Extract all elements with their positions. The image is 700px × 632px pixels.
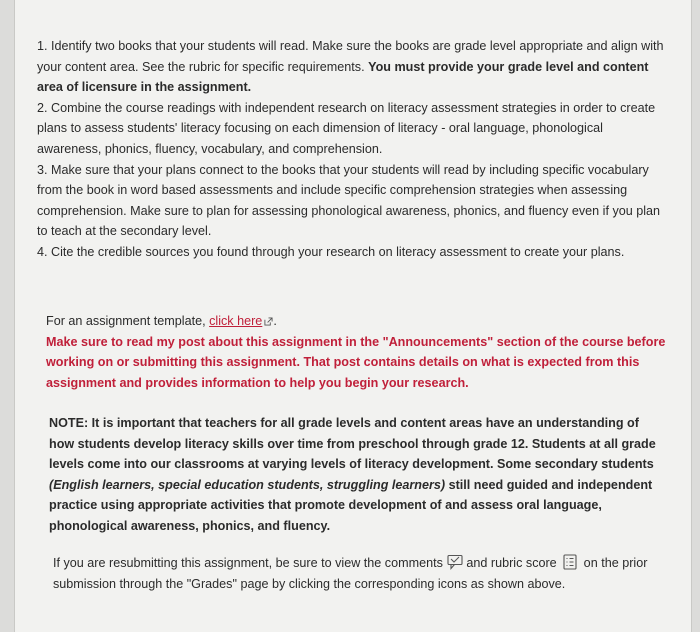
step-1: 1. Identify two books that your students will read. Make sure the books are grade level appropriate and align with your content area. See the rubric for specific requirements. You must provide your grade level and content area of licensure in the assignment. — [37, 39, 664, 95]
resubmit-section: If you are resubmitting this assignment, be sure to view the comments and rubric score on the prior submission through the "Grades" page by clicking the corresponding icons as shown above. — [53, 556, 648, 591]
assignment-page — [14, 0, 692, 632]
note-section: NOTE: It is important that teachers for all grade levels and content areas have an understanding of how students develop literacy skills over time from preschool through grade 12. Students at all grade levels come into our classrooms at varying levels of literacy development. Some secondary students (English learners, special education students, struggling learners) still need guided and independent practice using appropriate activities that promote development of and assess oral language, phonological awareness, phonics, and fluency. — [49, 416, 656, 533]
template-section — [46, 311, 668, 393]
rubric-icon — [561, 554, 579, 570]
template-line: For an assignment template, click here . — [46, 314, 277, 328]
external-link-icon — [264, 317, 273, 326]
step-2: 2. Combine the course readings with independent research on literacy assessment strategies in order to create plans to assess students' literacy focusing on each dimension of literacy - oral language, phonological awareness, phonics, fluency, vocabulary, and comprehension. — [37, 100, 656, 156]
step-3: 3. Make sure that your plans connect to the books that your students will read by including specific vocabulary from the book in word based assessments and include specific comprehension strategies when assessing comprehension. Make sure to plan for assessing phonological awareness, phonics, and fluency even if you plan to teach at the secondary level. — [37, 162, 661, 239]
step-4: 4. Cite the credible sources you found through your research on literacy assessment to create your plans. — [37, 244, 625, 259]
template-link[interactable]: click here — [209, 314, 263, 328]
comments-icon — [447, 554, 465, 570]
learner-groups: (English learners, special education students, struggling learners) — [49, 477, 446, 492]
announcement-note: Make sure to read my post about this assignment in the "Announcements" section of the course before working on or submitting this assignment. That post contains details on what is expected from this assignment and provides information to help you begin your research. — [46, 334, 666, 390]
instructions-list — [37, 36, 667, 263]
licensure-requirement: You must provide your grade level and content area of licensure in the assignment. — [37, 59, 649, 95]
note-label: NOTE: — [49, 416, 89, 430]
